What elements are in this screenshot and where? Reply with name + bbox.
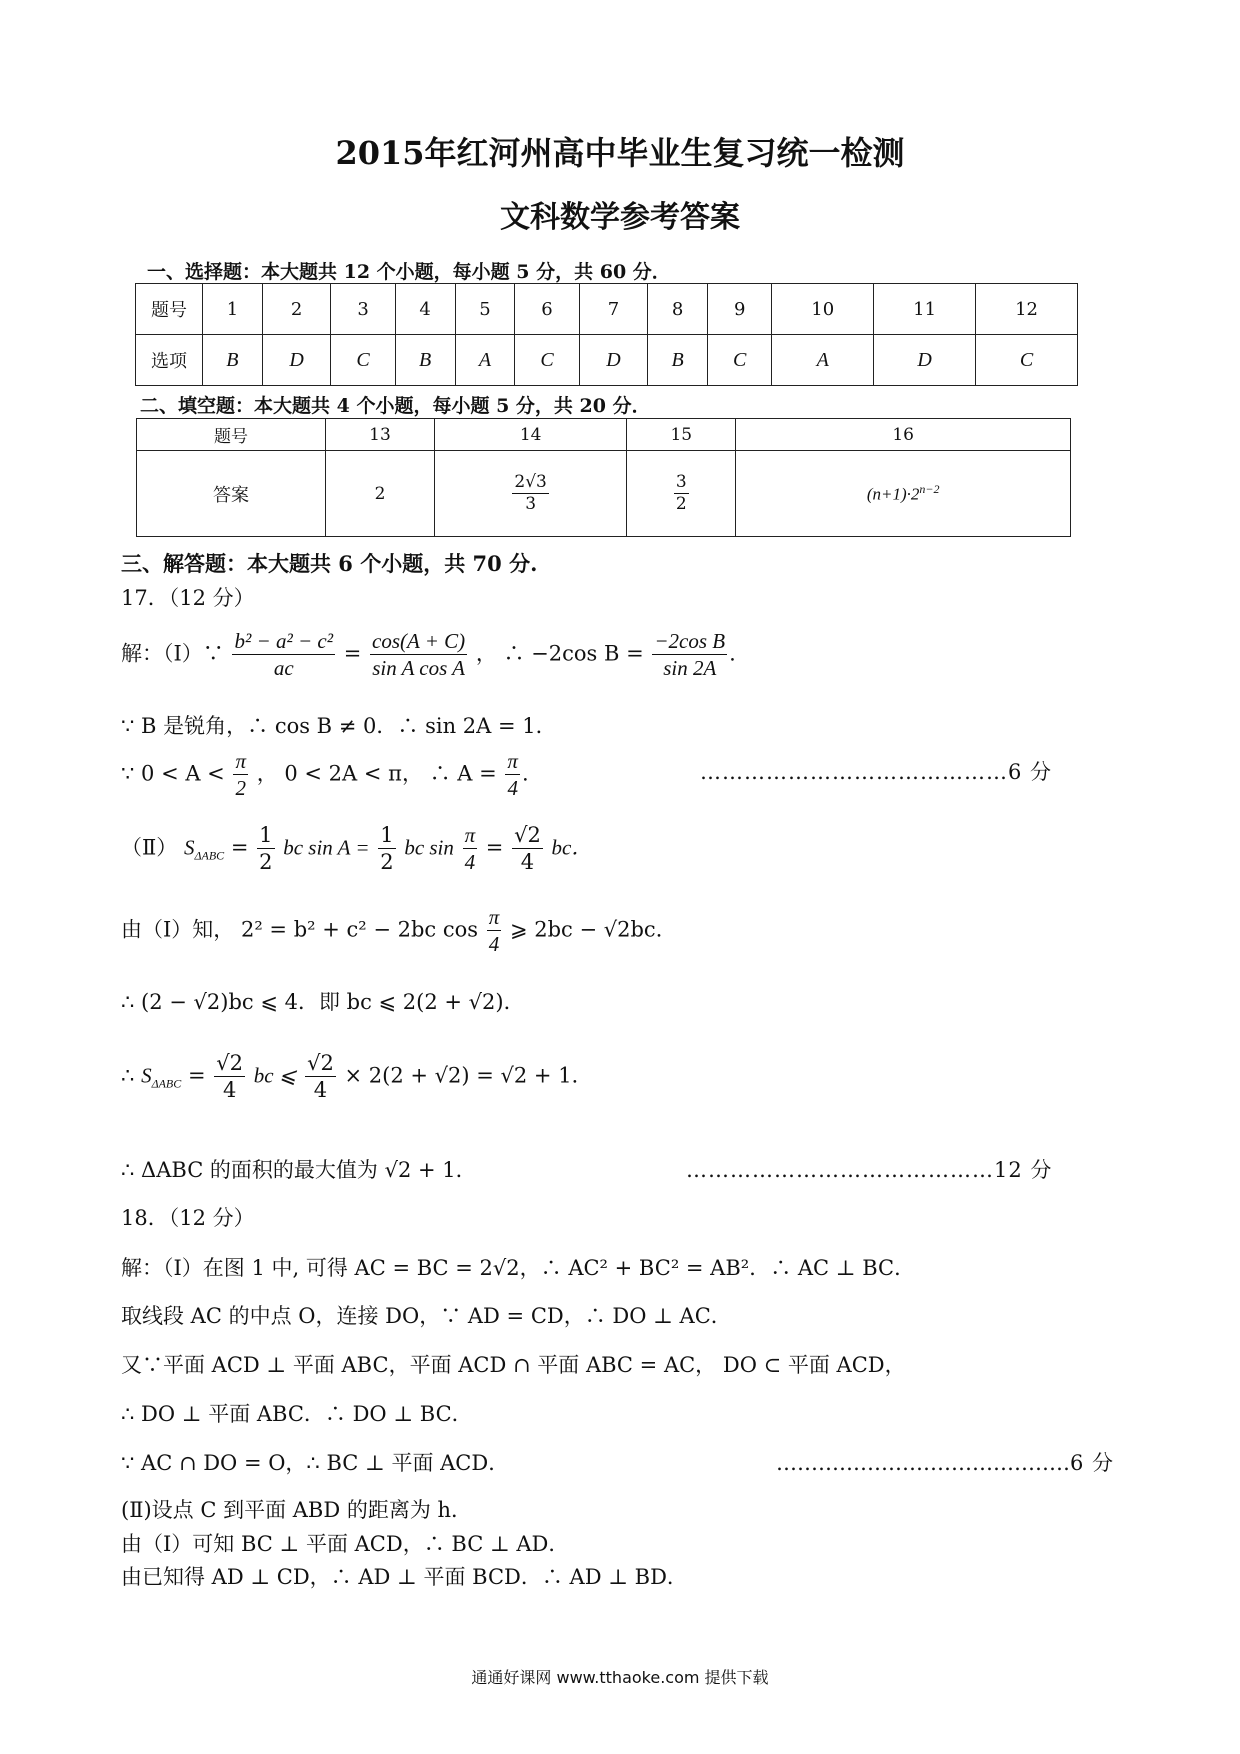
q17-line-3: ∵ 0 < A < $\frac{\pi}{2}$ ， 0 < 2A < π， ∴ A = $\frac{\pi}{4}$ . [121, 749, 529, 801]
q18-line-8: 由已知得 AD ⊥ CD，∴ AD ⊥ 平面 BCD．∴ AD ⊥ BD． [121, 1565, 688, 1589]
fraction [505, 748, 520, 802]
score-leader [686, 1154, 1052, 1184]
fraction [652, 628, 727, 682]
area-subscript: ΔABC [194, 848, 225, 863]
table-cell: 12 [976, 284, 1078, 335]
table-cell [435, 451, 627, 537]
fraction-numerator: cos(A + C) [370, 628, 467, 655]
footer-text: 通通好课网 www.tthaoke.com 提供下载 [471, 1668, 769, 1687]
text: 由（Ⅰ）知， 2² = b² + c² − 2bc cos [121, 917, 479, 942]
table-cell: 11 [874, 284, 976, 335]
table-cell [627, 451, 736, 537]
fraction-numerator: √2 [214, 1050, 245, 1077]
score-leader [776, 1447, 1114, 1477]
fraction [233, 748, 248, 802]
fraction [305, 1050, 336, 1104]
fraction-denominator: 4 [464, 850, 476, 875]
row-label-number: 题号 [136, 284, 203, 335]
q18-label: 18．（12 分） [121, 1206, 255, 1230]
table-cell: 13 [326, 419, 435, 451]
fill-blank-table [136, 418, 1071, 537]
text: bc ⩽ [253, 1063, 297, 1088]
fraction-denominator: 2 [259, 850, 273, 875]
table-cell: 14 [435, 419, 627, 451]
fraction [257, 822, 274, 876]
dots: …………………………………… [700, 760, 1008, 784]
table-cell: C [331, 335, 395, 386]
q18-line-4: ∴ DO ⊥ 平面 ABC．∴ DO ⊥ BC． [121, 1402, 473, 1426]
table-cell [736, 451, 1071, 537]
table-cell: B [203, 335, 263, 386]
table-cell: 10 [772, 284, 874, 335]
text: ⩾ 2bc − √2bc． [509, 917, 677, 942]
table-cell: A [455, 335, 515, 386]
fraction-denominator: 2 [235, 776, 246, 801]
q17-label: 17．（12 分） [121, 586, 255, 610]
choice-answer-table [135, 283, 1078, 386]
text: bc sin A = [283, 835, 370, 860]
fraction-numerator: π [487, 904, 502, 931]
table-cell: 2 [326, 451, 435, 537]
part1-heading: 一、选择题：本大题共 12 个小题，每小题 5 分，共 60 分． [147, 261, 671, 283]
page-subtitle: 文科数学参考答案 [500, 200, 740, 235]
part2-heading: 二、填空题：本大题共 4 个小题，每小题 5 分，共 20 分． [140, 395, 651, 417]
fraction [512, 822, 543, 876]
fraction-denominator: 3 [525, 494, 537, 514]
fraction [370, 628, 467, 682]
fraction-denominator: 4 [313, 1078, 328, 1103]
q18-line-3: 又∵平面 ACD ⊥ 平面 ABC，平面 ACD ∩ 平面 ABC = AC， DO ⊂ 平面 ACD， [121, 1353, 906, 1377]
fraction-denominator: sin A cos A [372, 656, 465, 681]
q17-line-8: ∴ ΔABC 的面积的最大值为 √2 + 1． [121, 1158, 477, 1182]
table-row [137, 419, 1071, 451]
fraction-numerator: π [463, 822, 478, 849]
table-cell: 1 [203, 284, 263, 335]
text: （Ⅱ） [121, 835, 178, 860]
q18-line-5: ∵ AC ∩ DO = O，∴ BC ⊥ 平面 ACD． [121, 1451, 510, 1475]
text: × 2(2 + √2) = √2 + 1． [344, 1063, 593, 1088]
table-cell: 5 [455, 284, 515, 335]
fraction-numerator: 2√3 [512, 472, 548, 494]
area-symbol: S [183, 835, 195, 860]
equals: = [485, 835, 504, 860]
text: ， 0 < 2A < π， ∴ A = [256, 761, 497, 786]
fraction [214, 1050, 245, 1104]
table-cell: B [395, 335, 455, 386]
fraction-numerator: √2 [305, 1050, 336, 1077]
table-cell: 9 [708, 284, 772, 335]
answer-16-exponent: n−2 [919, 482, 940, 497]
table-cell: A [772, 335, 874, 386]
fraction-numerator: 1 [257, 822, 274, 849]
area-subscript: ΔABC [151, 1076, 182, 1091]
score-leader [700, 756, 1052, 786]
table-cell: C [708, 335, 772, 386]
q17-line-1: 解：（Ⅰ）∵ $\frac{\text{b² − a² − c²}}{ac}$ = $\frac{\cos(A + C)}{\text{sin A cos A}}$ ， ∴ −2cos B = $\frac{\text{−2cos B}}{\sin 2A}$ . [121, 629, 736, 681]
table-cell: 6 [515, 284, 579, 335]
table-cell: 4 [395, 284, 455, 335]
answer-16: (n+1)·2 [866, 484, 920, 504]
row-label-answer: 答案 [137, 451, 326, 537]
score-6: 6 分 [1008, 760, 1053, 784]
text: ， ∴ −2cos B = [475, 641, 644, 666]
row-label-answer: 选项 [136, 335, 203, 386]
part3-heading: 三、解答题：本大题共 6 个小题，共 70 分. [121, 551, 538, 576]
fraction [674, 472, 689, 516]
table-cell: D [874, 335, 976, 386]
q18-line-6: (Ⅱ)设点 C 到平面 ABD 的距离为 h． [121, 1498, 473, 1522]
fraction-numerator: 1 [378, 822, 395, 849]
fraction-numerator: π [233, 748, 248, 775]
row-label-number: 题号 [137, 419, 326, 451]
q17-line-6: ∴ (2 − √2)bc ⩽ 4．即 bc ⩽ 2(2 + √2)． [121, 990, 525, 1014]
q17-line-4 [121, 822, 592, 876]
table-cell: 7 [579, 284, 648, 335]
q18-line-7: 由（Ⅰ）可知 BC ⊥ 平面 ACD，∴ BC ⊥ AD． [121, 1532, 570, 1556]
table-cell: C [515, 335, 579, 386]
table-row [137, 451, 1071, 537]
q17-line-2: ∵ B 是锐角，∴ cos B ≠ 0．∴ sin 2A = 1． [121, 714, 557, 738]
table-cell: D [579, 335, 648, 386]
fraction-denominator: sin 2A [663, 656, 717, 681]
fraction-numerator: √2 [512, 822, 543, 849]
fraction-numerator: 3 [674, 472, 689, 494]
fraction-numerator: −2cos B [652, 628, 727, 655]
score-12: 12 分 [994, 1158, 1053, 1182]
fraction-denominator: 4 [222, 1078, 237, 1103]
fraction-denominator: 4 [507, 776, 518, 801]
table-cell: 15 [627, 419, 736, 451]
fraction [487, 904, 502, 958]
dots: …………………………………… [686, 1158, 994, 1182]
table-row [136, 335, 1078, 386]
text: ∵ 0 < A < [121, 761, 225, 786]
fraction-numerator: b² − a² − c² [232, 628, 335, 655]
text: ∴ [121, 1063, 135, 1088]
page-title: 2015年红河州高中毕业生复习统一检测 [335, 134, 905, 172]
fraction [378, 822, 395, 876]
fraction-denominator: 2 [675, 494, 687, 514]
fraction-numerator: π [505, 748, 520, 775]
q18-line-1: 解：（Ⅰ）在图 1 中, 可得 AC = BC = 2√2，∴ AC² + BC² = AB²．∴ AC ⊥ BC． [121, 1256, 916, 1280]
equals: = [187, 1063, 206, 1088]
area-symbol: S [141, 1063, 152, 1088]
fraction-denominator: 2 [380, 850, 394, 875]
fraction [232, 628, 335, 682]
table-cell: B [648, 335, 708, 386]
table-row [136, 284, 1078, 335]
score-6: 6 分 [1070, 1451, 1115, 1475]
fraction-denominator: 4 [520, 850, 535, 875]
table-cell: C [976, 335, 1078, 386]
fraction [512, 472, 548, 516]
table-cell: D [262, 335, 331, 386]
text: bc． [551, 835, 593, 860]
equals: = [343, 641, 362, 666]
table-cell: 8 [648, 284, 708, 335]
table-cell: 2 [262, 284, 331, 335]
q18-line-2: 取线段 AC 的中点 O，连接 DO，∵ AD = CD，∴ DO ⊥ AC． [121, 1304, 732, 1328]
fraction-denominator: 4 [488, 932, 500, 957]
q17-line-7 [121, 1050, 593, 1104]
fraction [463, 822, 478, 876]
fraction-denominator: ac [273, 656, 294, 681]
text: bc sin [404, 835, 454, 860]
equals: = [230, 835, 249, 860]
text: 解：（Ⅰ）∵ [121, 641, 224, 666]
q17-line-5 [121, 904, 677, 958]
table-cell: 3 [331, 284, 395, 335]
table-cell: 16 [736, 419, 1071, 451]
dots: …………………………………… [776, 1451, 1070, 1475]
